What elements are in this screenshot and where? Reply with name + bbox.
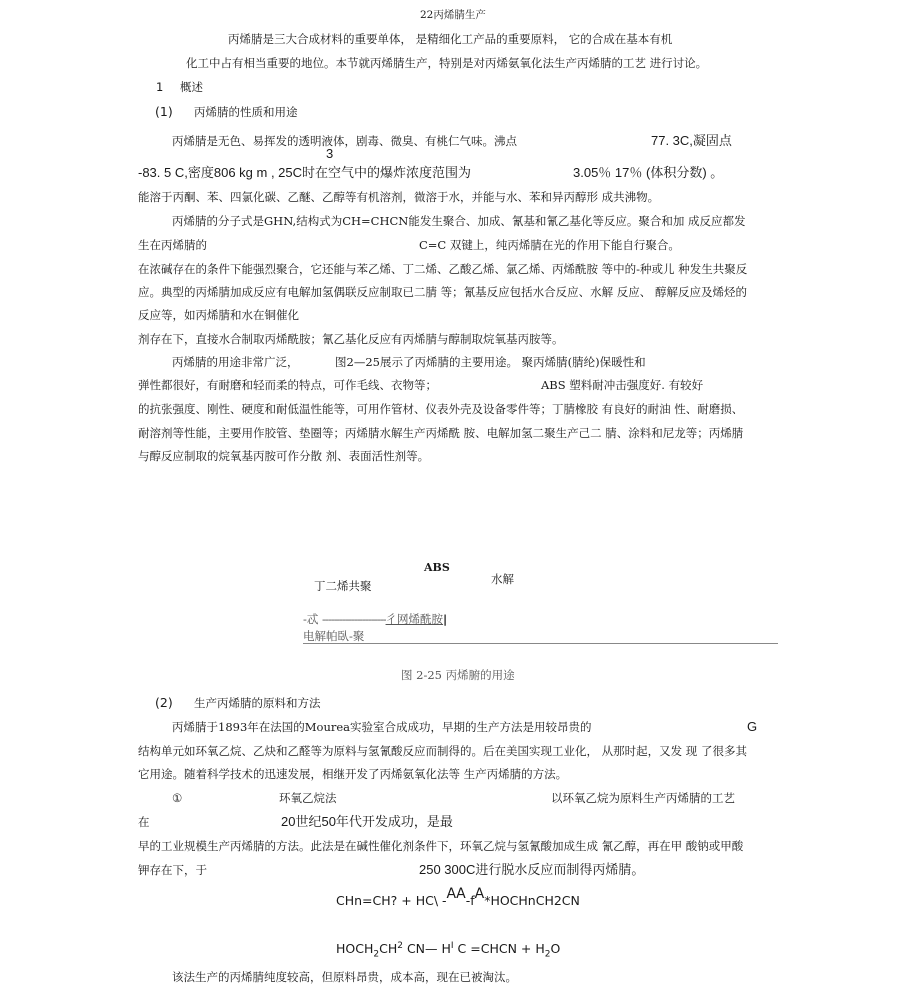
method-1-line-2a: 在 [138,815,150,829]
eq1-mid2: -f [465,893,475,908]
subsection-2-heading: 生产丙烯腈的原料和方法 [194,696,321,710]
eq2-sup2: I [450,941,454,951]
props-line-1a: 丙烯腈是无色、易挥发的透明液体，剧毒、微臭、有桃仁气味。沸点 [172,134,517,148]
props-line-3: 能溶于丙酮、苯、四氯化碳、乙醚、乙醇等有机溶剂，微溶于水，并能与水、苯和异丙醇形 成共沸物。 [138,190,660,204]
eq2-lhs: HOCH [336,941,374,957]
figure-label-abs: ABS [424,561,450,574]
struct-line-2b: C=C 双键上，纯丙烯腈在光的作用下能自行聚合。 [419,238,680,252]
figure-row-1: -忒 ----------------------彳网烯酰胺| [303,612,448,626]
struct-line-2a: 生在丙烯腈的 [138,238,207,252]
subsection-1-number: (1) [155,104,173,119]
figure-label-hydrolysis: 水解 [491,572,514,586]
figure-caption: 图 2-25 丙烯腑的用途 [401,668,515,682]
section-1-number: 1 [156,80,164,94]
figure-dashes: ---------------------- [322,612,386,626]
eq1-left: CHn=CH? + HC\ - [336,893,447,908]
figure-label-butadiene: 丁二烯共聚 [314,579,372,593]
hist-line-2: 结构单元如环氧乙烷、乙炔和乙醛等为原料与氢氰酸反应而制得的。后在美国实现工业化， 从那时起，又发 现 了很多其 [138,744,747,758]
page-title: 22丙烯腈生产 [420,9,486,21]
props-line-1b: 77. 3C,凝固点 [651,133,732,148]
hist-line-3: 它用途。随着科学技术的迅速发展，相继开发了丙烯氨氧化法等 生产丙烯腈的方法。 [138,767,568,781]
intro-line-2: 化工中占有相当重要的地位。本节就丙烯腈生产，特别是对丙烯氨氧化法生产丙烯腈的工艺 进行讨论。 [186,56,708,70]
struct-line-3: 在浓碱存在的条件下能强烈聚合，它还能与苯乙烯、丁二烯、乙酸乙烯、氯乙烯、丙烯酰胺 等中的-种或儿 种发生共聚反 [138,262,748,276]
figure-acrylamide: 彳网烯酰胺 [385,612,444,626]
method-1-line-4a: 钾存在下，于 [138,863,207,877]
uses-line-2b: ABS 塑料耐冲击强度好. 有较好 [541,378,704,392]
figure-row-1-start: -忒 [303,612,323,626]
method-1-name: 环氧乙烷法 [279,791,337,805]
props-line-2a: -83. 5 C,密度806 kg m , 25C时在空气中的爆炸浓度范围为 [138,165,472,180]
subsection-1-heading: 丙烯腈的性质和用途 [194,105,298,119]
uses-line-1b: 图2—25展示了丙烯腈的主要用途。 聚丙烯腈(腈纶)保暖性和 [335,355,646,369]
eq1-right: *HOCHnCH2CN [484,893,580,908]
hist-line-1a: 丙烯腈于1893年在法国的Mourea实验室合成成功，早期的生产方法是用较昂贵的 [172,720,592,734]
props-line-2b: 3.05％ 17％ (体积分数) 。 [573,165,724,180]
struct-line-5: 反应等，如丙烯腈和水在铜催化 [138,308,299,322]
struct-line-4: 应。典型的丙烯腈加成反应有电解加氢偶联反应制取已二腈 等；氰基反应包括水合反应、水解 反应、 醇解反应及烯烃的 [138,285,747,299]
intro-line-1: 丙烯腈是三大合成材料的重要单体， 是精细化工产品的重要原料， 它的合成在基本有机 [228,32,673,46]
eq2-sub1: 2 [373,949,380,960]
struct-line-6: 剂存在下，直接水合制取丙烯酰胺；氰乙基化反应有丙烯腈与醇制取烷氧基丙胺等。 [138,332,564,346]
method-1-desc: 以环氧乙烷为原料生产丙烯腈的工艺 [551,791,735,805]
uses-line-3: 的抗张强度、刚性、硬度和耐低温性能等，可用作管材、仪表外壳及设备零件等；丁腈橡胶 有良好的耐油 性、耐磨损、 [138,402,744,416]
eq1-mid: ΑΑ [446,886,466,902]
subsection-2-number: (2) [155,695,173,710]
props-superscript: 3 [326,146,334,161]
eq2-sup1: 2 [397,941,403,951]
uses-line-4: 耐溶剂等性能，主要用作胶管、垫圈等；丙烯腈水解生产丙烯酰 胺、电解加氢二聚生产己二 腈、涂料和尼龙等；丙烯腈 [138,426,744,440]
eq2-rest: CN— H [402,941,451,957]
conclusion: 该法生产的丙烯腈纯度较高，但原料昂贵，成本高，现在已被淘汰。 [172,970,517,984]
uses-line-2a: 弹性都很好，有耐磨和轻而柔的特点，可作毛线、衣物等； [138,378,437,392]
struct-line-1: 丙烯腈的分子式是GHN,结构式为CH=CHCN能发生聚合、加成、氰基和氰乙基化等反应。聚合和加 成反应都发 [172,214,746,228]
eq2-end: O [550,941,561,957]
method-1-line-3: 早的工业规模生产丙烯腈的方法。此法是在碱性催化剂条件下，环氧乙烷与氢氰酸加成生成 氰乙醇，再在甲 酸钠或甲酸 [138,839,744,853]
method-1-line-4b: 250 300C进行脱水反应而制得丙烯腈。 [419,862,645,877]
equation-1 [336,886,580,909]
eq2-sub2: 2 [544,949,551,960]
figure-row-2: 电解帕臥-聚 [303,629,365,643]
eq2-mid: CH [379,941,398,957]
section-1-heading: 概述 [180,80,203,94]
equation-2 [336,938,560,963]
eq1-mid3: Α [474,886,485,902]
method-1-number: ① [172,791,183,805]
uses-line-5: 与醇反应制取的烷氧基丙胺可作分散 剂、表面活性剂等。 [138,449,430,463]
figure-baseline [303,643,778,644]
eq2-rhs: C =CHCN + H [453,941,545,957]
hist-line-1b: G [747,719,758,734]
uses-line-1a: 丙烯腈的用途非常广泛， [172,355,299,369]
method-1-line-2b: 20世纪50年代开发成功，是最 [281,814,453,829]
